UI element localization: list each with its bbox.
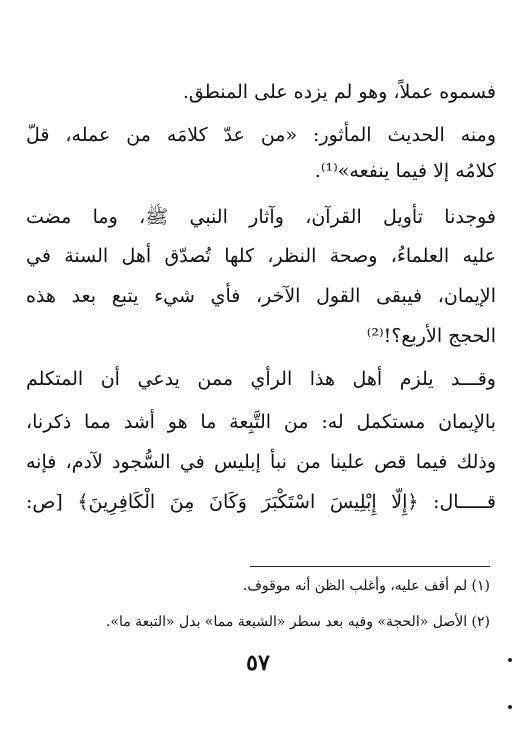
- text-line: كلامُه إلا فيما ينفعه»⁽¹⁾.: [314, 160, 496, 182]
- footnote-separator: [250, 566, 490, 567]
- text-line: بالإيمان مستكمل له: من التَّبِعة ما هو أشد مما ذكرنا،: [26, 411, 496, 433]
- text-line: ومنه الحديث المأثور: «من عدّ كلامَه من عمله، قلّ: [26, 124, 496, 146]
- text-line: فسموه عملاً، وهو لم يزده على المنطق.: [182, 81, 496, 103]
- text-line: وقـــد يلزم أهل هذا الرأي ممن يدعي أن المتكلم: [26, 368, 496, 390]
- text-line: الحجج الأربع؟!⁽²⁾: [366, 325, 496, 347]
- margin-mark: [508, 705, 512, 709]
- text-line: وذلك فيما قص علينا من نبأ إبليس في السُّجود لآدم، فإنه: [26, 451, 496, 473]
- text-line: فوجدنا تأويل القرآن، وآثار النبي ﷺ، وما مضت: [26, 206, 496, 228]
- footnote-1: (١) لم أقف عليه، وأغلب الظن أنه موقوف.: [242, 578, 490, 594]
- page-number: ٥٧: [246, 650, 270, 676]
- footnote-2: (٢) الأصل «الحجة» وفيه بعد سطر «الشيعة مما» بدل «التبعة ما».: [105, 614, 490, 630]
- margin-mark: [508, 658, 512, 662]
- text-line: قـــــال: ﴿إِلَّا إِبْلِيسَ اسْتَكْبَرَ وَكَانَ مِنَ الْكَافِرِينَ﴾ [ص:: [26, 491, 496, 513]
- text-line: الإيمان، فيبقى القول الآخر، فأي شيء يتبع بعد هذه: [26, 285, 496, 307]
- text-line: عليه العلماءُ، وصحة النظر، كلها تُصدّق أهل السنة في: [26, 245, 496, 267]
